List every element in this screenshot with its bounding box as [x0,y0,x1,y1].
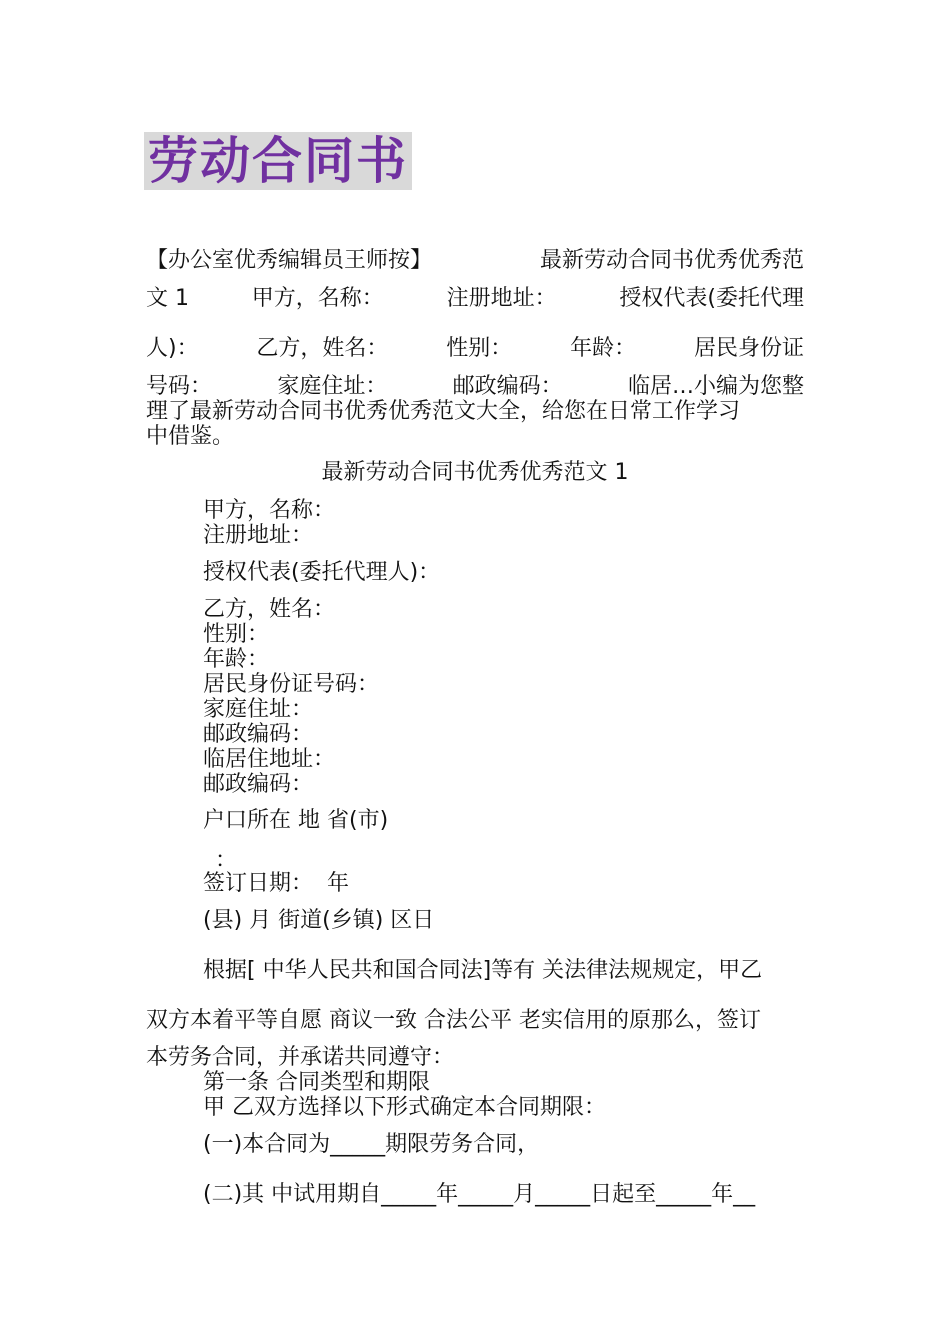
intro-text: 临居…小编为您整 [627,374,804,399]
field-gender: 性别： [203,622,270,647]
intro-text: 年龄： [570,336,637,361]
field-postal-code: 邮政编码： [203,772,314,797]
intro-line-5: 理了最新劳动合同书优秀优秀范文大全，给您在日常工作学习 [146,399,741,424]
field-auth-rep: 授权代表(委托代理人)： [203,560,441,585]
intro-text: 【办公室优秀编辑员王师按】 [146,248,433,273]
article-text: 甲 乙双方选择以下形式确定本合同期限： [203,1095,606,1120]
intro-text: 居民身份证 [693,336,804,361]
intro-text: 邮政编码： [452,374,563,399]
article-item: (一)本合同为_____期限劳务合同， [203,1132,540,1157]
field-postal-code: 邮政编码： [203,722,314,747]
body-paragraph-line: 根据[ 中华人民共和国合同法]等有 关法律法规规定，甲乙 [203,958,763,983]
body-paragraph-line: 本劳务合同，并承诺共同遵守： [146,1045,455,1070]
field-hukou: 户口所在 地 省(市) [203,808,389,833]
intro-text: 甲方，名称： [251,286,384,311]
intro-line-4 [146,374,804,400]
field-sign-date: 签订日期： 年 [203,871,349,896]
intro-line-2 [146,286,804,312]
field-party-b: 乙方，姓名： [203,597,336,622]
article-heading: 第一条 合同类型和期限 [203,1070,430,1095]
body-paragraph-line: 双方本着平等自愿 商议一致 合法公平 老实信用的原那么，签订 [146,1008,761,1033]
intro-line-6: 中借鉴。 [146,424,235,449]
field-temp-address: 临居住地址： [203,747,336,772]
field-party-a: 甲方，名称： [203,498,336,523]
section-heading: 最新劳动合同书优秀优秀范文 1 [321,460,629,485]
intro-text: 人)： [146,336,199,361]
field-id-number: 居民身份证号码： [203,672,380,697]
field-home-address: 家庭住址： [203,697,314,722]
document-title: 劳动合同书 [144,132,412,190]
intro-text: 性别： [446,336,513,361]
intro-text: 文 1 [146,286,189,311]
intro-line-3 [146,336,804,362]
intro-text: 最新劳动合同书优秀优秀范 [539,248,804,273]
intro-text: 家庭住址： [277,374,388,399]
intro-text: 授权代表(委托代理 [619,286,804,311]
field-reg-address: 注册地址： [203,523,314,548]
intro-text: 注册地址： [446,286,557,311]
intro-text: 乙方，姓名： [256,336,389,361]
field-colon: ： [215,848,238,873]
intro-line-1 [146,248,804,274]
intro-text: 号码： [146,374,213,399]
field-county: (县) 月 街道(乡镇) 区日 [203,908,435,933]
field-age: 年龄： [203,647,270,672]
article-item: (二)其 中试用期自_____年_____月_____日起至_____年__ [203,1182,756,1207]
